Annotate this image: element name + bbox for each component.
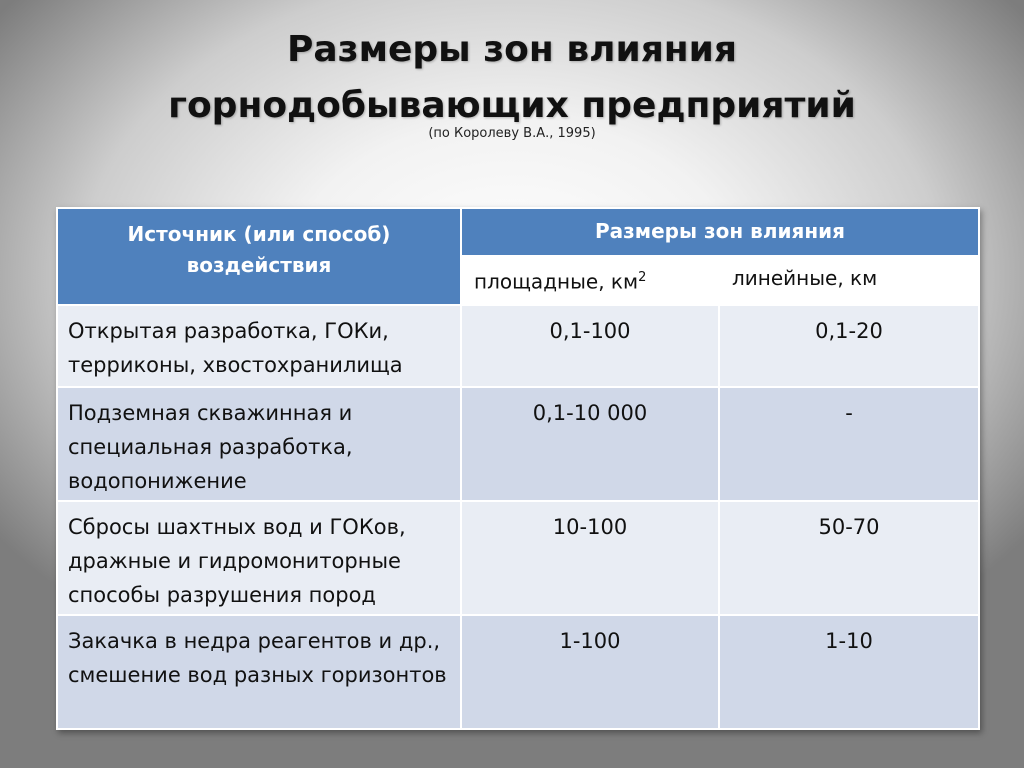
subheader-linear: линейные, км xyxy=(719,256,979,305)
title-line-2: горнодобывающих предприятий xyxy=(168,85,856,126)
slide-subtitle: (по Королеву В.А., 1995) xyxy=(428,126,596,141)
table-header-row xyxy=(57,208,979,256)
row-source: Сбросы шахтных вод и ГОКов, дражные и гидромониторные способы разрушения пород xyxy=(57,501,461,615)
row-area: 10-100 xyxy=(461,501,719,615)
row-source: Закачка в недра реагентов и др., смешение вод разных горизонтов xyxy=(57,615,461,729)
slide-title xyxy=(0,22,1024,134)
subheader-area xyxy=(461,256,719,305)
row-area: 0,1-100 xyxy=(461,305,719,387)
row-area: 1-100 xyxy=(461,615,719,729)
table-row xyxy=(57,615,979,729)
table-row xyxy=(57,387,979,501)
row-source: Открытая разработка, ГОКи, терриконы, хвостохранилища xyxy=(57,305,461,387)
row-linear: 1-10 xyxy=(719,615,979,729)
row-source: Подземная скважинная и специальная разработка, водопонижение xyxy=(57,387,461,501)
title-line-1: Размеры зон влияния xyxy=(286,29,738,70)
header-source: Источник (или способ) воздействия xyxy=(57,208,461,305)
impact-zones-table xyxy=(56,207,980,730)
subheader-area-label: площадные, км xyxy=(474,269,639,294)
row-linear: 50-70 xyxy=(719,501,979,615)
row-linear: 0,1-20 xyxy=(719,305,979,387)
row-area: 0,1-10 000 xyxy=(461,387,719,501)
row-linear: - xyxy=(719,387,979,501)
header-sizes: Размеры зон влияния xyxy=(461,208,979,256)
subheader-area-sup: 2 xyxy=(638,269,647,285)
table-row xyxy=(57,501,979,615)
table-row xyxy=(57,305,979,387)
